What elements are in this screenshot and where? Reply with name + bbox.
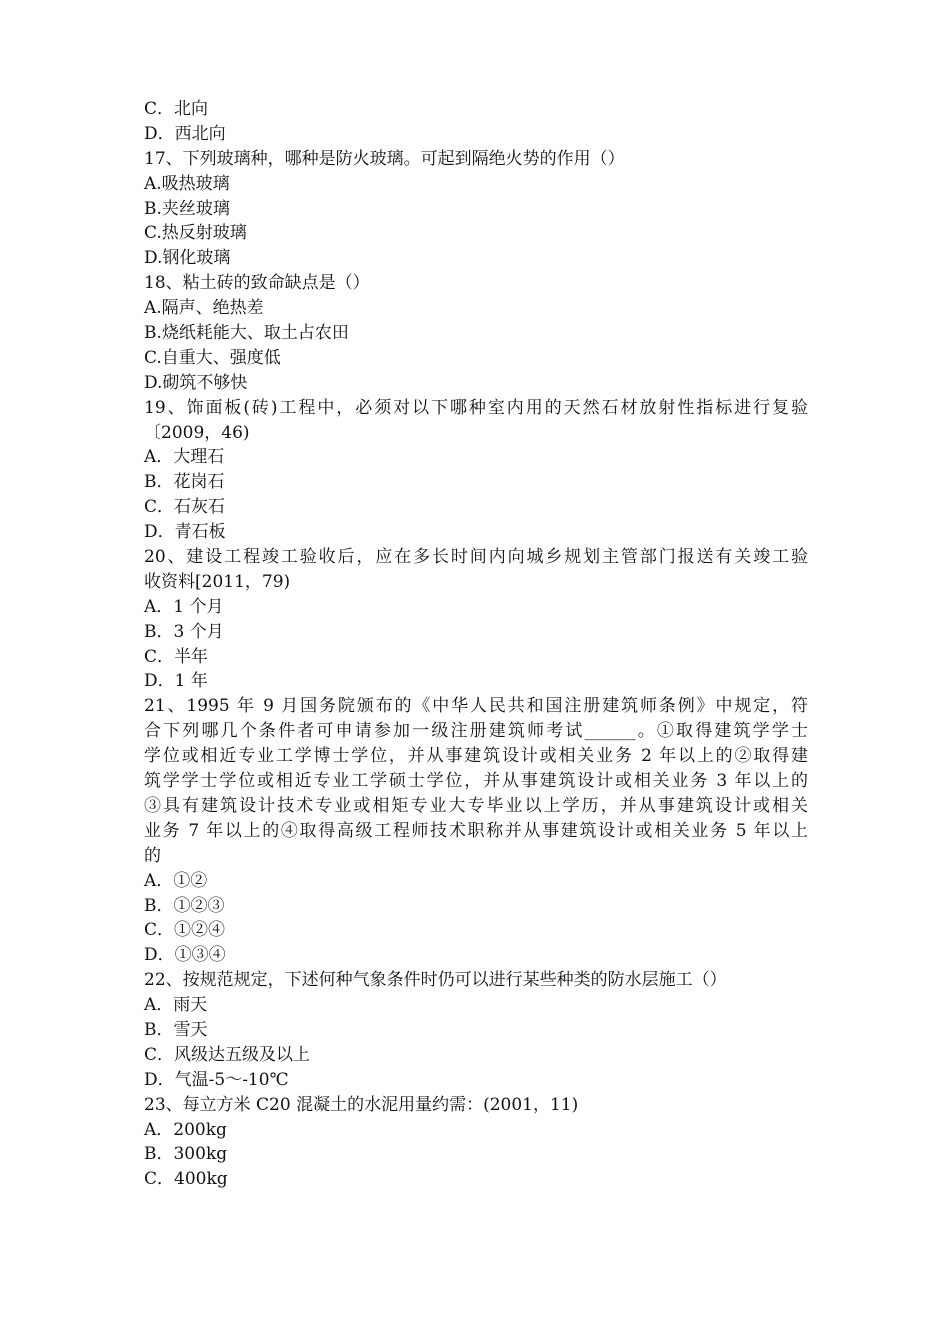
text-line: C．400kg — [144, 1169, 228, 1190]
text-line: 学位或相近专业工学博士学位，并从事建筑设计或相关业务 2 年以上的②取得建 — [144, 746, 808, 767]
text-line: A．①② — [144, 870, 208, 891]
text-line: 17、下列玻璃种，哪种是防火玻璃。可起到隔绝火势的作用（） — [144, 148, 625, 169]
text-line: C.热反射玻璃 — [144, 223, 247, 244]
text-line: B．300kg — [144, 1144, 228, 1165]
text-line: D．西北向 — [144, 123, 226, 144]
text-line: D．1 年 — [144, 671, 208, 692]
text-line: D．气温-5～-10℃ — [144, 1069, 289, 1090]
text-line: 20、建设工程竣工验收后，应在多长时间内向城乡规划主管部门报送有关竣工验 — [144, 547, 808, 568]
text-line: ③具有建筑设计技术专业或相矩专业大专毕业以上学历，并从事建筑设计或相关 — [144, 795, 808, 816]
text-line: D．①③④ — [144, 945, 226, 966]
text-line: D.钢化玻璃 — [144, 248, 231, 269]
text-line: 合下列哪几个条件者可申请参加一级注册建筑师考试______。①取得建筑学学士 — [144, 721, 808, 742]
text-line: 22、按规范规定，下述何种气象条件时仍可以进行某些种类的防水层施工（） — [144, 970, 727, 991]
text-line: B．雪天 — [144, 1019, 208, 1040]
text-line: B.夹丝玻璃 — [144, 198, 230, 219]
text-line: A.隔声、绝热差 — [144, 298, 264, 319]
text-line: 21、1995 年 9 月国务院颁布的《中华人民共和国注册建筑师条例》中规定，符 — [144, 696, 808, 717]
text-line: D.砌筑不够快 — [144, 372, 248, 393]
text-line: C．半年 — [144, 646, 209, 667]
text-line: C．北向 — [144, 99, 209, 119]
text-line: 收资料[2011，79) — [144, 571, 291, 592]
text-line: B．①②③ — [144, 895, 225, 916]
text-line: 23、每立方米 C20 混凝土的水泥用量约需：(2001，11) — [144, 1094, 579, 1115]
document-body — [144, 97, 808, 1192]
text-line: 18、粘土砖的致命缺点是（） — [144, 273, 370, 294]
text-line: 筑学学士学位或相近专业工学硕士学位，并从事建筑设计或相关业务 3 年以上的 — [144, 771, 808, 792]
text-line: B.烧纸耗能大、取土占农田 — [144, 323, 349, 344]
text-line: 业务 7 年以上的④取得高级工程师技术职称并从事建筑设计或相关业务 5 年以上 — [144, 820, 808, 841]
text-line: C．风级达五级及以上 — [144, 1044, 311, 1065]
text-line: A．雨天 — [144, 995, 208, 1016]
text-line: 的 — [144, 845, 161, 866]
text-line: D．青石板 — [144, 522, 226, 543]
text-line: 〔2009，46) — [144, 422, 250, 443]
text-line: C．①②④ — [144, 920, 226, 941]
text-line: B．3 个月 — [144, 621, 224, 642]
text-line: A.吸热玻璃 — [144, 173, 230, 194]
text-line: B．花岗石 — [144, 472, 225, 493]
text-line: C.自重大、强度低 — [144, 347, 281, 368]
text-line: A．大理石 — [144, 447, 225, 468]
text-line: C．石灰石 — [144, 497, 226, 518]
text-line: A．200kg — [144, 1119, 227, 1140]
text-line: 19、饰面板(砖)工程中，必须对以下哪种室内用的天然石材放射性指标进行复验 — [144, 397, 808, 418]
text-line: A．1 个月 — [144, 596, 224, 617]
